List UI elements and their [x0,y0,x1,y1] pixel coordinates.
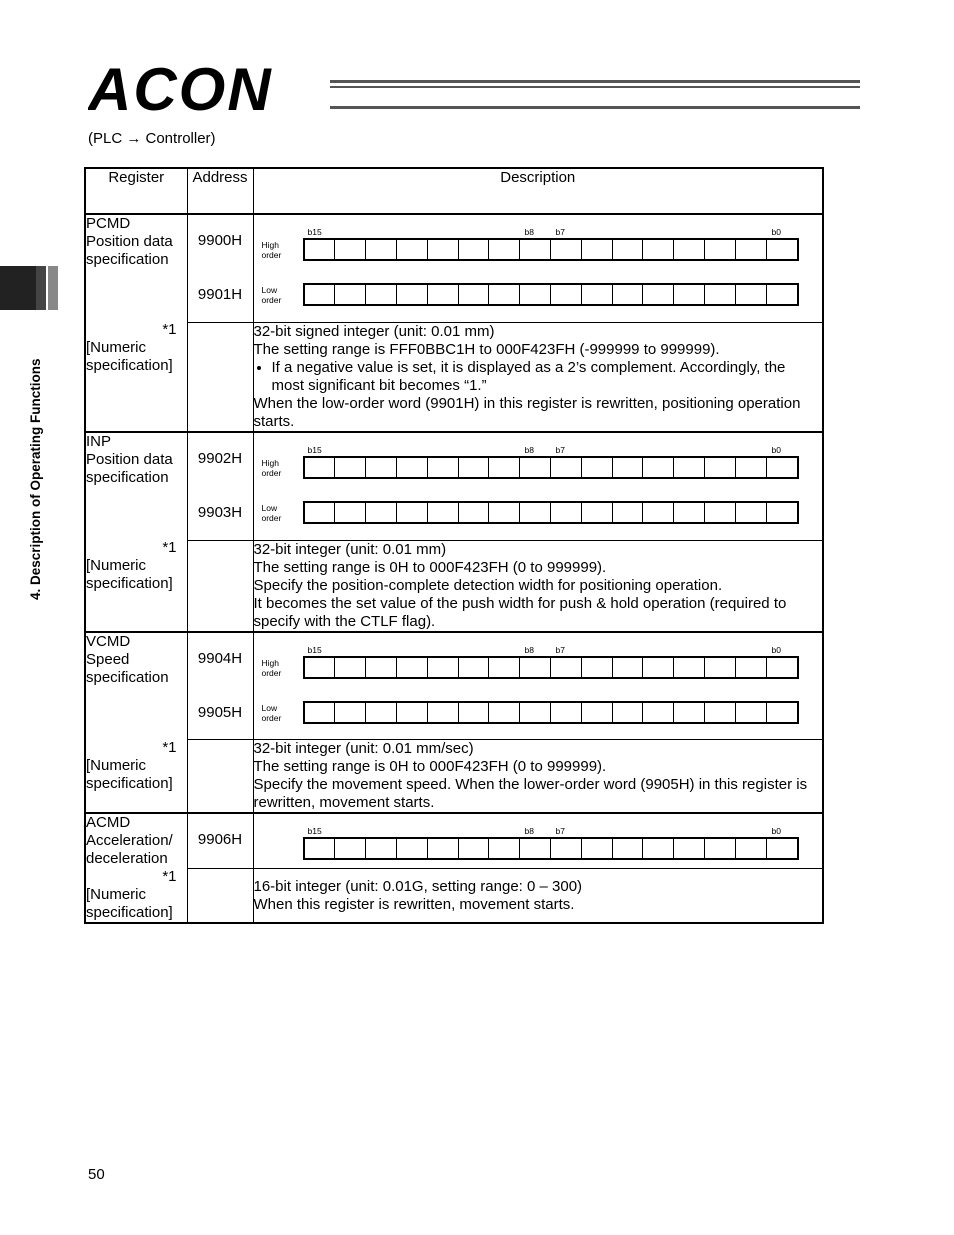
description-acmd: 16-bit integer (unit: 0.01G, setting range: 0 – 300) When this register is rewritten, movement starts. [253,868,823,923]
bit-diagram: b15 b8 b7 b0 High order Low order [253,432,823,540]
col-header-description: Description [253,168,823,214]
description-inp: 32-bit integer (unit: 0.01 mm) The setting range is 0H to 000F423FH (0 to 999999). Specify the position-complete detection width for positioning operation. It becomes the set value of the push width for push & hold operation (required to specify with the CTLF flag). [253,540,823,632]
col-header-address: Address [187,168,253,214]
logo-text: ACON [88,62,273,116]
col-header-register: Register [85,168,187,214]
description-vcmd: 32-bit integer (unit: 0.01 mm/sec) The setting range is 0H to 000F423FH (0 to 999999). Specify the movement speed. When the lower-order word (9905H) in this register is rewritten, movement starts. [253,740,823,814]
address-cell: 9904H 9905H [187,632,253,740]
address-cell: 9900H 9901H [187,214,253,322]
header-rules [330,80,860,110]
bit-row [303,837,799,860]
register-vcmd: VCMD Speed specification *1 [Numeric specification] [85,632,187,814]
description-pcmd: 32-bit signed integer (unit: 0.01 mm) The setting range is FFF0BBC1H to 000F423FH (-999999 to 999999). • If a negative value is set, it is displayed as a 2’s complement. Accordingly, the most significant bit becomes “1.” When the low-order word (9901H) in this register is rewritten, positioning operation starts. [253,322,823,432]
page-number: 50 [88,1166,105,1183]
address-cell: 9902H 9903H [187,432,253,540]
bit-diagram: b15 b8 b7 b0 High order Low order [253,632,823,740]
bit-row-low [303,701,799,724]
bit-diagram: b15 b8 b7 b0 [253,813,823,868]
address-cell: 9906H [187,813,253,868]
bit-row-high [303,238,799,261]
register-pcmd: PCMD Position data specification *1 [Numeric specification] [85,214,187,432]
register-inp: INP Position data specification *1 [Numeric specification] [85,432,187,632]
register-table [84,167,824,924]
section-subtitle: (PLC → Controller) [88,130,216,147]
register-acmd: ACMD Acceleration/ deceleration *1 [Numeric specification] [85,813,187,923]
bit-diagram: b15 b8 b7 b0 High order Low order [253,214,823,322]
bit-row-low [303,501,799,524]
chapter-tab [0,266,60,310]
chapter-label: 4. Description of Operating Functions [28,358,43,600]
bit-row-low [303,283,799,306]
bit-row-high [303,456,799,479]
bit-row-high [303,656,799,679]
acon-logo [88,62,328,116]
